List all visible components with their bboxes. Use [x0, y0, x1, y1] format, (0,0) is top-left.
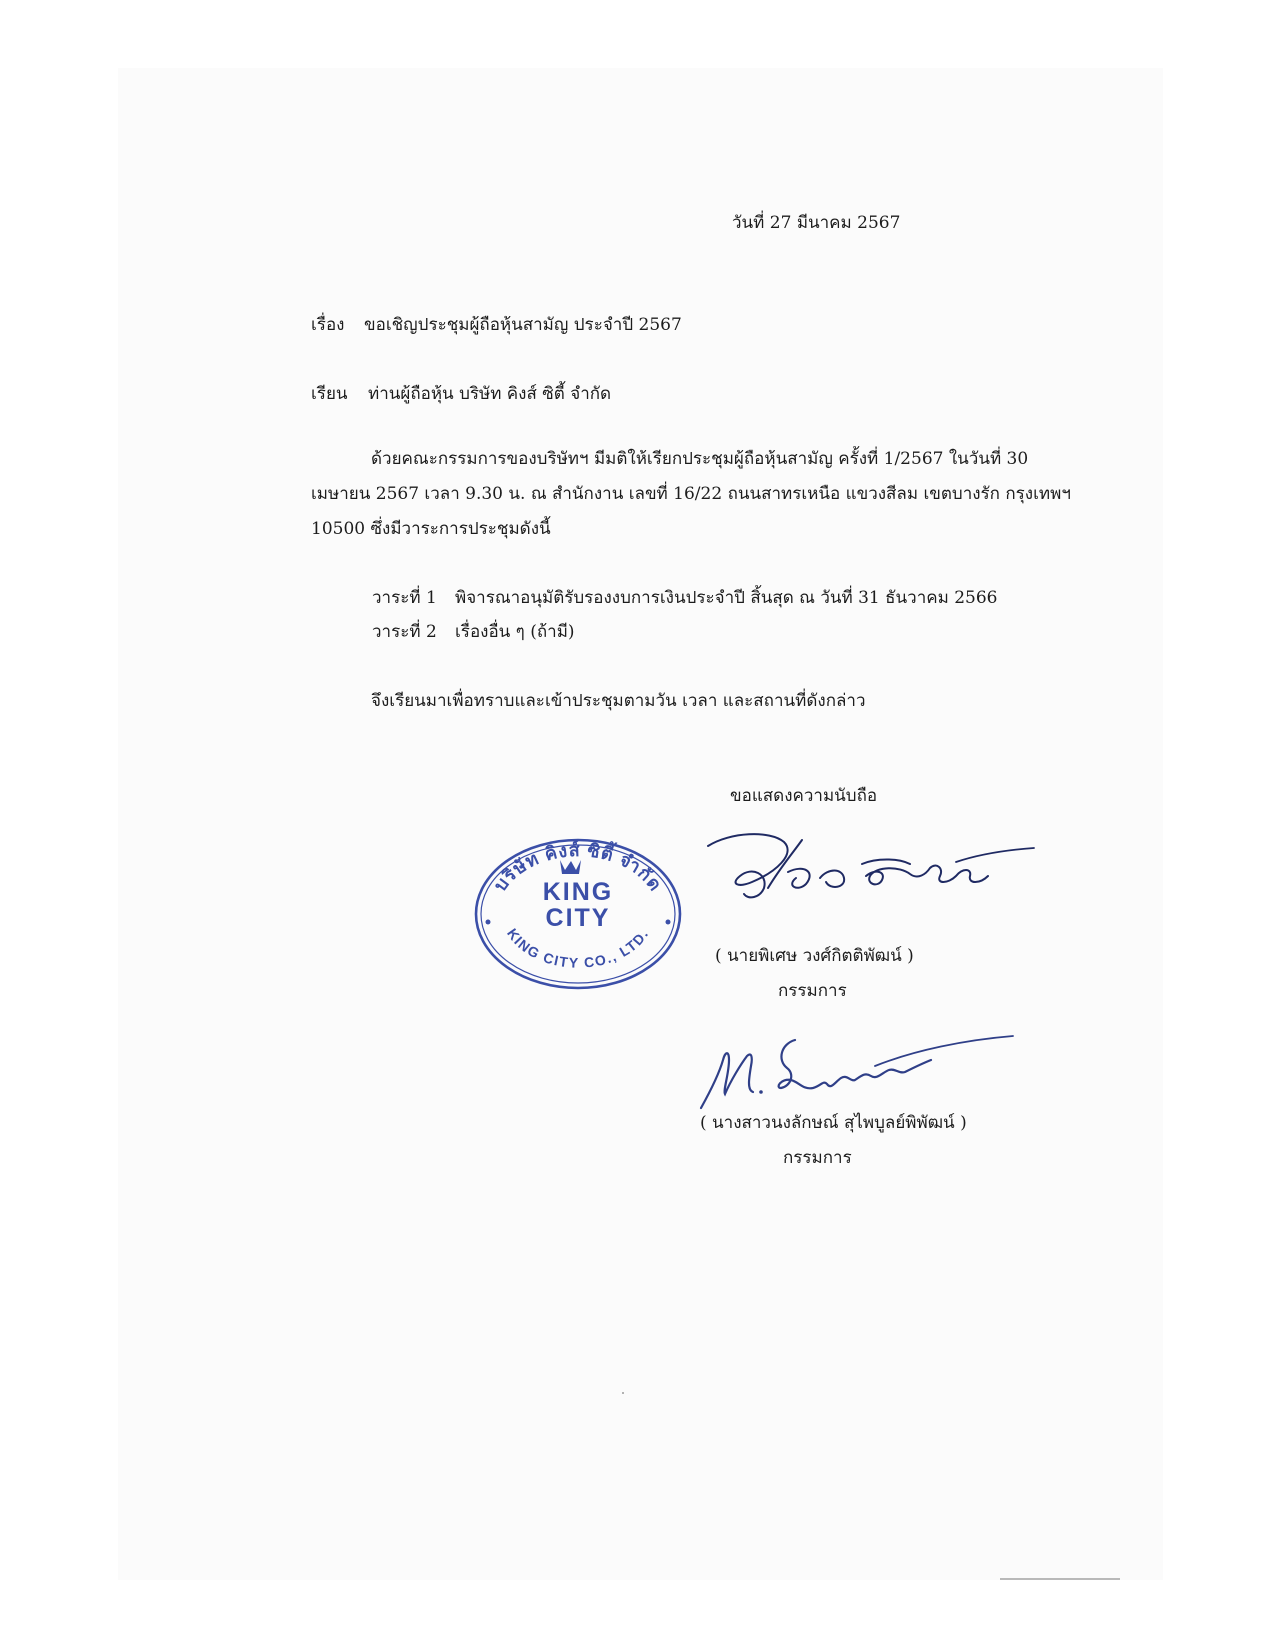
svg-text:บริษัท คิงส์ ซิตี้ จำกัด: บริษัท คิงส์ ซิตี้ จำกัด — [489, 839, 667, 896]
signature-1 — [700, 828, 1040, 908]
svg-text:KING: KING — [542, 878, 614, 906]
body-line-2: เมษายน 2567 เวลา 9.30 น. ณ สำนักงาน เลขที่ 16/22 ถนนสาทรเหนือ แขวงสีลม เขตบางรัก กรุงเทพฯ — [311, 484, 1071, 504]
recipient-label: เรียน — [311, 384, 348, 404]
recipient-text: ท่านผู้ถือหุ้น บริษัท คิงส์ ซิตี้ จำกัด — [368, 384, 612, 404]
signer-2-title: กรรมการ — [783, 1148, 852, 1168]
svg-text:CITY: CITY — [545, 904, 611, 932]
company-seal — [470, 830, 686, 990]
svg-text:KING CITY CO., LTD.: KING CITY CO., LTD. — [504, 925, 652, 971]
complimentary-close: ขอแสดงความนับถือ — [730, 786, 878, 806]
agenda-item-2-text: เรื่องอื่น ๆ (ถ้ามี) — [455, 622, 575, 642]
agenda-item-2-label: วาระที่ 2 — [372, 622, 437, 642]
paper-edge-shadow — [1000, 1578, 1120, 1580]
body-line-1: ด้วยคณะกรรมการของบริษัทฯ มีมติให้เรียกประชุมผู้ถือหุ้นสามัญ ครั้งที่ 1/2567 ในวันที่ 30 — [371, 449, 1029, 469]
signer-2-name: ( นางสาวนงลักษณ์ สุไพบูลย์พิพัฒน์ ) — [700, 1113, 967, 1133]
signature-2 — [695, 1030, 1015, 1112]
closing-sentence: จึงเรียนมาเพื่อทราบและเข้าประชุมตามวัน เวลา และสถานที่ดังกล่าว — [371, 691, 866, 711]
agenda-item-1-text: พิจารณาอนุมัติรับรองงบการเงินประจำปี สิ้นสุด ณ วันที่ 31 ธันวาคม 2566 — [455, 588, 998, 608]
body-line-3: 10500 ซึ่งมีวาระการประชุมดังนี้ — [311, 519, 551, 539]
letter-date: วันที่ 27 มีนาคม 2567 — [732, 213, 901, 233]
letter-paper — [118, 68, 1163, 1580]
subject-text: ขอเชิญประชุมผู้ถือหุ้นสามัญ ประจำปี 2567 — [364, 315, 682, 335]
scan-speck — [622, 1392, 624, 1394]
signer-1-name: ( นายพิเศษ วงศ์กิตติพัฒน์ ) — [715, 946, 914, 966]
agenda-item-1-label: วาระที่ 1 — [372, 588, 437, 608]
subject-label: เรื่อง — [311, 315, 345, 335]
signer-1-title: กรรมการ — [778, 981, 847, 1001]
